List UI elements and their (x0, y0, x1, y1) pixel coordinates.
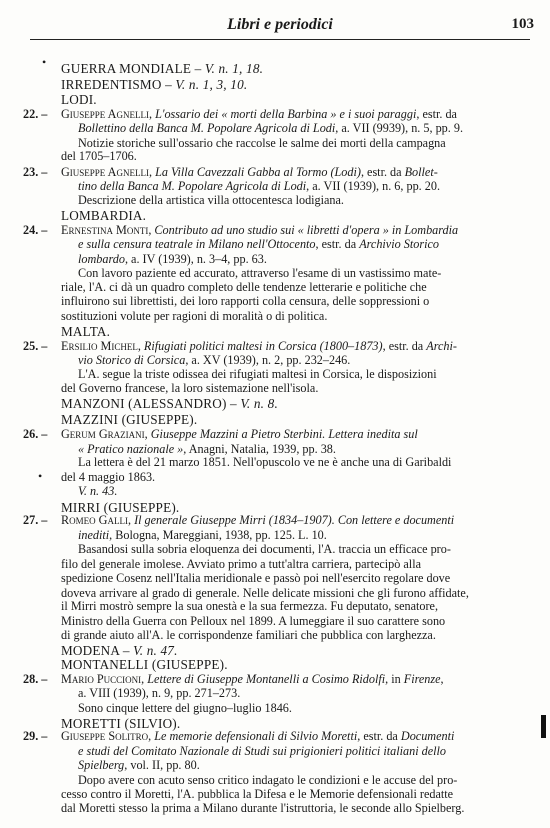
entry-text-line (61, 470, 155, 484)
text-run: Dopo avere con acuto senso critico indagato le condizioni e le accuse del pro- (78, 772, 458, 787)
section-heading (61, 77, 247, 92)
text-run: , a. XV (1939), n. 2, pp. 232–246. (185, 352, 351, 367)
entry-text-line (78, 136, 446, 150)
entry-number: 27. – (23, 513, 48, 528)
page-number: 103 (511, 16, 534, 32)
author-name: Ernestina Monti (61, 222, 149, 237)
italic-text: Le memorie defensionali di Silvio Moretti (154, 729, 358, 744)
text-run: L'A. segue la triste odissea dei rifugiati maltesi in Corsica, le disposizioni (78, 367, 437, 382)
entry-text-line (61, 149, 137, 163)
citation-line (61, 165, 438, 179)
text-run: , (141, 671, 148, 686)
entry-text-line (78, 744, 446, 758)
entry-text-line (78, 353, 350, 367)
italic-text: Archivio Storico (359, 237, 439, 252)
entry-text-line (78, 455, 451, 469)
italic-text: V. n. 1, 3, 10. (175, 76, 248, 92)
text-run: , (137, 338, 144, 353)
text-run: il Mirri mostrò sempre la sua onestà e la sua fermezza. Fu deputato, senatore, (61, 599, 439, 614)
text-run: cesso contro il Moretti, l'A. pubblica la Difesa e le Memorie defensionali redatte (61, 787, 454, 802)
text-run: MONTANELLI (GIUSEPPE). (61, 657, 228, 673)
margin-dot: • (38, 469, 43, 483)
italic-text: La Villa Cavezzali Gabba al Tormo (Lodi) (155, 164, 361, 179)
entry-text-line (61, 628, 436, 642)
entry-text-line (78, 528, 327, 542)
citation-line (61, 427, 418, 441)
entry-text-line (61, 614, 445, 628)
text-run: , a. VII (1939), n. 6, pp. 20. (306, 179, 440, 194)
italic-text: Rifugiati politici maltesi in Corsica (1800–1873) (143, 338, 383, 353)
text-run: MODENA – (61, 642, 134, 658)
text-run: del 1705–1706. (61, 149, 137, 164)
text-run: Basandosi sulla sobria eloquenza dei documenti, l'A. traccia un efficace pro- (78, 542, 451, 557)
section-heading (61, 643, 178, 658)
author-name: Romeo Galli (61, 513, 128, 528)
entry-text-line (61, 557, 421, 571)
entry-text-line (61, 309, 327, 323)
text-run: La lettera è del 21 marzo 1851. Nell'opuscolo ve ne è anche una di Garibaldi (78, 455, 452, 470)
text-run: filo del generale imolese. Avviato primo a tutt'altra carriera, partecipò alla (61, 556, 421, 571)
italic-text: Contributo ad uno studio sui « libretti d'opera » in Lombardia (154, 222, 459, 237)
author-name: Giuseppe Solitro (61, 729, 149, 744)
author-name: Ersilio Michel (61, 338, 138, 353)
text-run: , a. IV (1939), n. 3–4, pp. 63. (124, 251, 267, 266)
text-run: , vol. II, pp. 80. (124, 758, 200, 773)
entry-number: 25. – (23, 338, 48, 353)
entry-text-line (78, 773, 457, 787)
section-heading (61, 61, 263, 76)
text-run: , estr. da (382, 338, 427, 353)
italic-text: V. n. 43. (78, 484, 118, 499)
italic-text: e studi del Comitato Nazionale di Studi sui prigionieri politici italiani dello (78, 743, 446, 758)
entry-text-line (78, 686, 240, 700)
entry-text-line (78, 484, 117, 498)
text-run: , estr. da (357, 729, 401, 744)
entry-number: 22. – (23, 106, 48, 121)
entry-text-line (78, 237, 439, 251)
author-name: Giuseppe Agnelli (61, 164, 149, 179)
italic-text: Giuseppe Mazzini a Pietro Sterbini. Lettera inedita sul (150, 427, 418, 442)
text-run: riale, l'A. ci dà un quadro completo delle tendenze letterarie e politiche che (61, 279, 427, 294)
text-run: IRREDENTISMO – (61, 76, 176, 92)
author-name: Gerum Graziani (61, 427, 145, 442)
italic-text: Bollet- (404, 164, 438, 179)
italic-text: Spielberg (78, 758, 125, 773)
entry-text-line (61, 599, 438, 613)
italic-text: V. n. 1, 18. (204, 60, 264, 76)
text-run: , Bologna, Mareggiani, 1938, pp. 125. L. 10. (109, 527, 327, 542)
entry-text-line (61, 787, 453, 801)
text-run: doveva arrivare al grado di generale. Nelle delicate missioni che gli furono affidate, (61, 585, 469, 600)
text-run: Descrizione della artistica villa ottocentesca lodigiana. (78, 192, 344, 207)
text-run: , (144, 427, 151, 442)
header-rule (30, 39, 530, 40)
text-run: MANZONI (ALESSANDRO) – (61, 396, 241, 412)
text-run: Notizie storiche sull'ossario che raccolse le salme dei morti della campagna (78, 135, 446, 150)
text-run: del 4 maggio 1863. (61, 469, 156, 484)
text-run: , a. VII (9939), n. 5, pp. 9. (335, 121, 463, 136)
entry-text-line (61, 381, 318, 395)
entry-text-line (78, 701, 292, 715)
citation-line (61, 107, 457, 121)
entry-text-line (78, 442, 336, 456)
text-run: Ministro della Guerra con Pelloux nel 1899. A lumeggiare il suo carattere sono (61, 613, 446, 628)
entry-text-line (78, 758, 200, 772)
text-run: Sono cinque lettere del giugno–luglio 1846. (78, 700, 292, 715)
italic-text: e sulla censura teatrale in Milano nell'Ottocento (78, 237, 316, 252)
italic-text: inediti (78, 527, 110, 542)
entry-text-line (61, 571, 450, 585)
margin-dot: • (42, 55, 47, 69)
text-run: , (440, 671, 444, 686)
italic-text: tino della Banca M. Popolare Agricola di Lodi (78, 179, 307, 194)
text-run: GUERRA MONDIALE – (61, 60, 205, 76)
entry-text-line (61, 801, 464, 815)
text-run: LODI. (61, 92, 97, 108)
citation-line (61, 672, 444, 686)
text-run: , (148, 222, 155, 237)
running-header (26, 16, 534, 36)
text-run: del Governo francese, la loro sistemazione nell'isola. (61, 381, 319, 396)
entry-text-line (61, 294, 429, 308)
text-run: sostituzioni volute per ragioni di moralità o di politica. (61, 308, 328, 323)
text-run: , estr. da (315, 237, 360, 252)
italic-text: V. n. 47. (133, 642, 178, 658)
italic-text: lombardo (78, 251, 125, 266)
section-heading (61, 208, 146, 223)
text-run: MORETTI (SILVIO). (61, 715, 181, 731)
text-run: , in (385, 671, 404, 686)
citation-line (61, 339, 457, 353)
entry-number: 29. – (23, 729, 48, 744)
text-run: , (148, 164, 156, 179)
author-name: Mario Puccioni (61, 671, 142, 686)
entry-number: 23. – (23, 164, 48, 179)
italic-text: Firenze (403, 671, 441, 686)
section-heading (61, 324, 110, 339)
text-run: LOMBARDIA. (61, 208, 147, 224)
section-heading (61, 396, 278, 411)
section-heading (61, 412, 197, 427)
text-run: , (148, 106, 156, 121)
entry-text-line (78, 367, 437, 381)
italic-text: L'ossario dei « morti della Barbina » e i suoi paraggi (155, 106, 417, 121)
entry-number: 28. – (23, 671, 48, 686)
text-run: influirono sui librettisti, dei loro rapporti colla censura, delle soppressioni o (61, 294, 430, 309)
margin-bar (541, 715, 546, 738)
italic-text: Bollettino della Banca M. Popolare Agricola di Lodi (78, 121, 336, 136)
italic-text: Il generale Giuseppe Mirri (1834–1907). Con lettere e documenti (134, 513, 455, 528)
entry-number: 26. – (23, 427, 48, 442)
entry-text-line (78, 252, 267, 266)
citation-line (61, 729, 454, 743)
text-run: , estr. da (416, 106, 457, 121)
italic-text: Documenti (400, 729, 455, 744)
text-run: dal Moretti stesso la prima a Milano durante l'istruttoria, le seconde allo Spielberg. (61, 800, 465, 815)
text-run: MAZZINI (GIUSEPPE). (61, 411, 198, 427)
text-run: , (148, 729, 155, 744)
author-name: Giuseppe Agnelli (61, 106, 149, 121)
entry-text-line (78, 121, 463, 135)
text-run: MIRRI (GIUSEPPE). (61, 499, 180, 515)
italic-text: vio Storico di Corsica (78, 352, 186, 367)
entry-text-line (78, 266, 441, 280)
italic-text: Archi- (426, 338, 457, 353)
text-run: , estr. da (360, 164, 405, 179)
text-run: , (127, 513, 135, 528)
entry-text-line (78, 179, 440, 193)
text-run: , Anagni, Natalia, 1939, pp. 38. (183, 441, 336, 456)
section-heading (61, 657, 228, 672)
entry-text-line (78, 193, 344, 207)
text-run: spedizione Cosenz nell'Italia meridionale e passò poi nell'esercito regolare dove (61, 571, 451, 586)
entry-text-line (78, 542, 451, 556)
entry-number: 24. – (23, 222, 48, 237)
entry-text-line (61, 586, 469, 600)
italic-text: Lettere di Giuseppe Montanelli a Cosimo Ridolfi (147, 671, 386, 686)
italic-text: V. n. 8. (240, 396, 278, 412)
text-run: MALTA. (61, 324, 111, 340)
text-run: Con lavoro paziente ed accurato, attraverso l'esame di un vastissimo mate- (78, 266, 442, 281)
text-run: a. VIII (1939), n. 9, pp. 271–273. (78, 686, 241, 701)
citation-line (61, 513, 454, 527)
running-title: Libri e periodici (227, 16, 333, 33)
entry-text-line (61, 280, 427, 294)
citation-line (61, 223, 458, 237)
section-heading (61, 92, 97, 107)
italic-text: « Pratico nazionale » (78, 441, 184, 456)
text-run: di grande aiuto all'A. le corrispondenze familiari che pubblica con larghezza. (61, 628, 436, 643)
